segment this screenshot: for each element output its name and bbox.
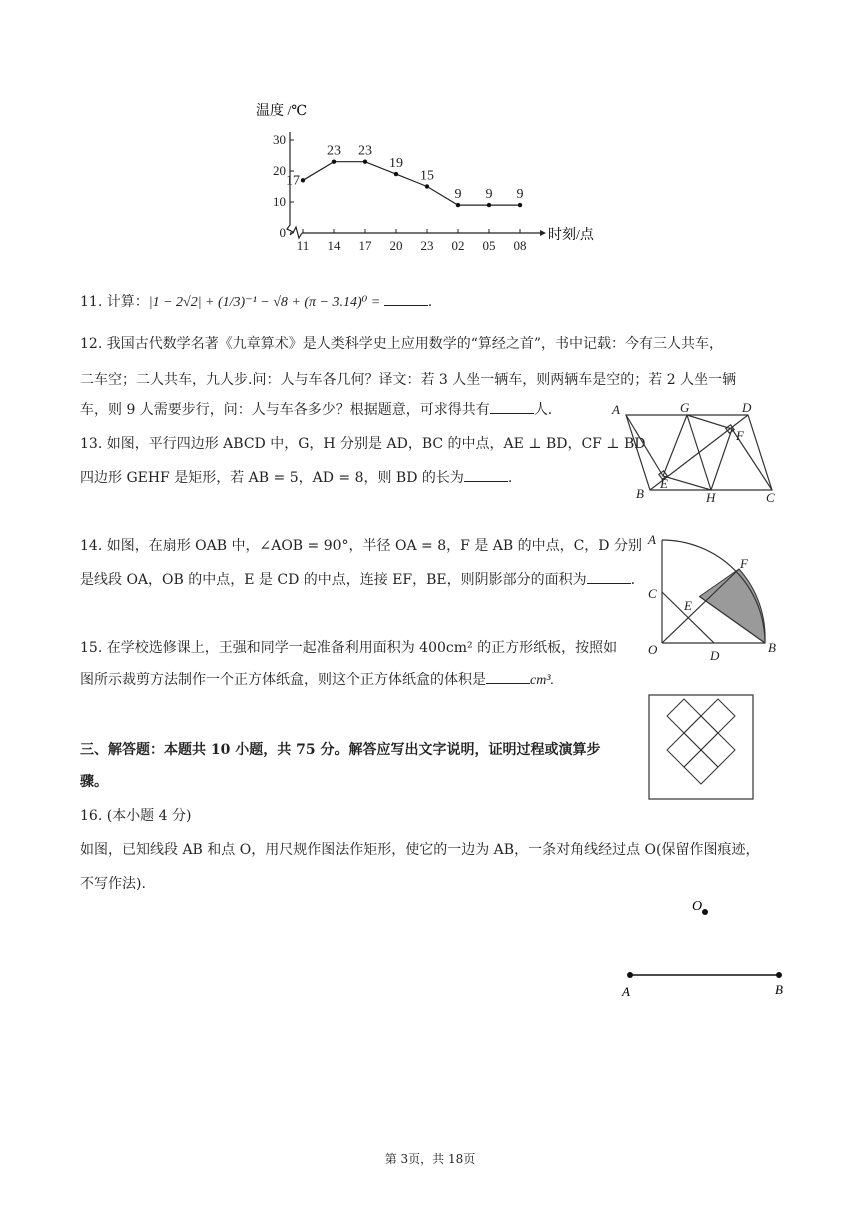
data-label: 9 bbox=[516, 187, 524, 203]
data-point bbox=[456, 203, 460, 207]
page-footer: 第 3页，共 18页 bbox=[384, 1152, 476, 1166]
data-point bbox=[332, 160, 336, 164]
net-face bbox=[667, 733, 701, 767]
x-tick-label: 14 bbox=[327, 238, 341, 253]
label-h: H bbox=[706, 490, 716, 505]
y-tick-label: 0 bbox=[279, 225, 286, 240]
shaded-region bbox=[700, 569, 766, 643]
q13-line2 bbox=[80, 468, 512, 488]
x-tick-label: 17 bbox=[358, 238, 372, 253]
q15-unit: cm³. bbox=[530, 673, 555, 688]
label-d: D bbox=[742, 400, 752, 415]
q14-line2-suffix: . bbox=[630, 572, 636, 588]
data-label: 9 bbox=[454, 187, 462, 203]
data-label: 9 bbox=[485, 187, 493, 203]
q15-line1: 15. 在学校选修课上，王强和同学一起准备利用面积为 400cm² 的正方形纸板，按照如 bbox=[80, 640, 618, 656]
q12-line1: 12. 我国古代数学名著《九章算术》是人类科学史上应用数学的“算经之首”，书中记载：今有三人共车， bbox=[80, 336, 724, 352]
q12-line3-suffix: 人. bbox=[533, 402, 553, 418]
data-point bbox=[394, 172, 398, 176]
point-b bbox=[776, 972, 782, 978]
data-point bbox=[363, 160, 367, 164]
q16-line1: 如图，已知线段 AB 和点 O，用尺规作图法作矩形，使它的一边为 AB，一条对角线经过点 O(保留作图痕迹， bbox=[80, 842, 760, 858]
chart-ylabel: 温度 /℃ bbox=[256, 104, 308, 119]
x-tick-label: 23 bbox=[420, 238, 434, 253]
label-a: A bbox=[612, 402, 620, 417]
temperature-chart bbox=[250, 95, 610, 255]
x-tick-label: 20 bbox=[389, 238, 403, 253]
chart-xlabel: 时刻/点 bbox=[548, 228, 594, 243]
q15-line2-text: 图所示裁剪方法制作一个正方体纸盒，则这个正方体纸盒的体积是 bbox=[80, 672, 486, 688]
segment-ae bbox=[626, 415, 663, 476]
q12-answer-blank[interactable] bbox=[490, 401, 534, 414]
label-e: E bbox=[684, 598, 692, 613]
data-label: 17 bbox=[286, 173, 300, 189]
data-point bbox=[518, 203, 522, 207]
q15-line2 bbox=[80, 670, 554, 691]
q16-line2: 不写作法). bbox=[80, 876, 146, 892]
section3-heading-line1: 三、解答题：本题共 10 小题，共 75 分。解答应写出文字说明，证明过程或演算步 bbox=[80, 742, 601, 758]
q11 bbox=[80, 292, 432, 313]
q11-prefix: 11. 计算： bbox=[80, 294, 149, 310]
label-c: C bbox=[648, 586, 657, 601]
x-tick-label: 11 bbox=[296, 238, 310, 253]
q12-line2: 二车空；二人共车，九人步.问：人与车各几何？译文：若 3 人坐一辆车，则两辆车是空的；若 2 人坐一辆 bbox=[80, 372, 737, 388]
chart-layer bbox=[273, 132, 546, 253]
net-face bbox=[684, 750, 718, 784]
q13-line1: 13. 如图，平行四边形 ABCD 中，G，H 分别是 AD，BC 的中点，AE ⊥ BD，CF ⊥ BD bbox=[80, 436, 646, 452]
label-a: A bbox=[648, 532, 656, 547]
label-b: B bbox=[768, 640, 776, 655]
cube-net bbox=[667, 699, 735, 784]
point-a bbox=[627, 972, 633, 978]
label-b: B bbox=[775, 982, 783, 997]
x-axis-break bbox=[290, 227, 302, 238]
q13-answer-blank[interactable] bbox=[464, 469, 508, 482]
q15-square-net-figure bbox=[648, 694, 754, 800]
label-f: F bbox=[736, 428, 744, 443]
net-face bbox=[701, 699, 735, 733]
data-point bbox=[487, 203, 491, 207]
label-f: F bbox=[740, 556, 748, 571]
q15-answer-blank[interactable] bbox=[486, 671, 530, 684]
x-tick-label: 08 bbox=[513, 238, 527, 253]
segment-gh bbox=[687, 415, 711, 490]
x-axis-arrow bbox=[540, 230, 546, 236]
q16-figure bbox=[612, 892, 802, 1002]
label-e: E bbox=[660, 476, 668, 491]
net-face bbox=[684, 716, 718, 750]
data-label: 19 bbox=[389, 156, 403, 172]
label-c: C bbox=[766, 490, 775, 505]
rectangle-gehf bbox=[663, 415, 732, 490]
net-face bbox=[701, 733, 735, 767]
section3-heading-line2: 骤。 bbox=[80, 774, 108, 790]
label-b: B bbox=[636, 486, 644, 501]
x-tick-label: 05 bbox=[482, 238, 496, 253]
y-tick-label: 20 bbox=[273, 163, 286, 178]
label-d: D bbox=[710, 648, 720, 663]
q12-line3-text: 车，则 9 人需要步行，问：人与车各多少？根据题意，可求得共有 bbox=[80, 402, 490, 418]
data-label: 23 bbox=[327, 143, 341, 159]
q13-line2-suffix: . bbox=[507, 470, 513, 486]
data-point bbox=[425, 184, 429, 188]
q11-expression: |1 − 2√2| + (1/3)⁻¹ − √8 + (π − 3.14)⁰ = bbox=[148, 295, 384, 310]
data-label: 15 bbox=[420, 168, 434, 184]
q14-line2-text: 是线段 OA，OB 的中点，E 是 CD 的中点，连接 EF，BE，则阴影部分的面积为 bbox=[80, 572, 587, 588]
q12-line3 bbox=[80, 400, 552, 420]
q14-line2 bbox=[80, 570, 635, 590]
q14-line1: 14. 如图，在扇形 OAB 中，∠AOB = 90°，半径 OA = 8，F 是 AB 的中点，C，D 分别 bbox=[80, 538, 642, 554]
q13-line2-text: 四边形 GEHF 是矩形，若 AB = 5，AD = 8，则 BD 的长为 bbox=[80, 470, 464, 486]
net-face bbox=[667, 699, 701, 733]
q14-answer-blank[interactable] bbox=[587, 571, 631, 584]
x-tick-label: 02 bbox=[451, 238, 465, 253]
y-tick-label: 10 bbox=[273, 194, 286, 209]
label-g: G bbox=[680, 400, 690, 415]
point-o bbox=[702, 909, 708, 915]
q13-parallelogram-figure bbox=[608, 400, 788, 505]
q11-answer-blank[interactable] bbox=[384, 293, 428, 306]
data-label: 23 bbox=[358, 143, 372, 159]
q14-sector-figure bbox=[640, 530, 790, 665]
label-a: A bbox=[622, 984, 630, 999]
q16-title: 16. (本小题 4 分) bbox=[80, 808, 192, 824]
label-o: O bbox=[692, 899, 703, 914]
label-o: O bbox=[648, 642, 658, 657]
data-point bbox=[301, 178, 305, 182]
y-tick-label: 30 bbox=[273, 132, 286, 147]
q11-suffix: . bbox=[427, 294, 433, 310]
